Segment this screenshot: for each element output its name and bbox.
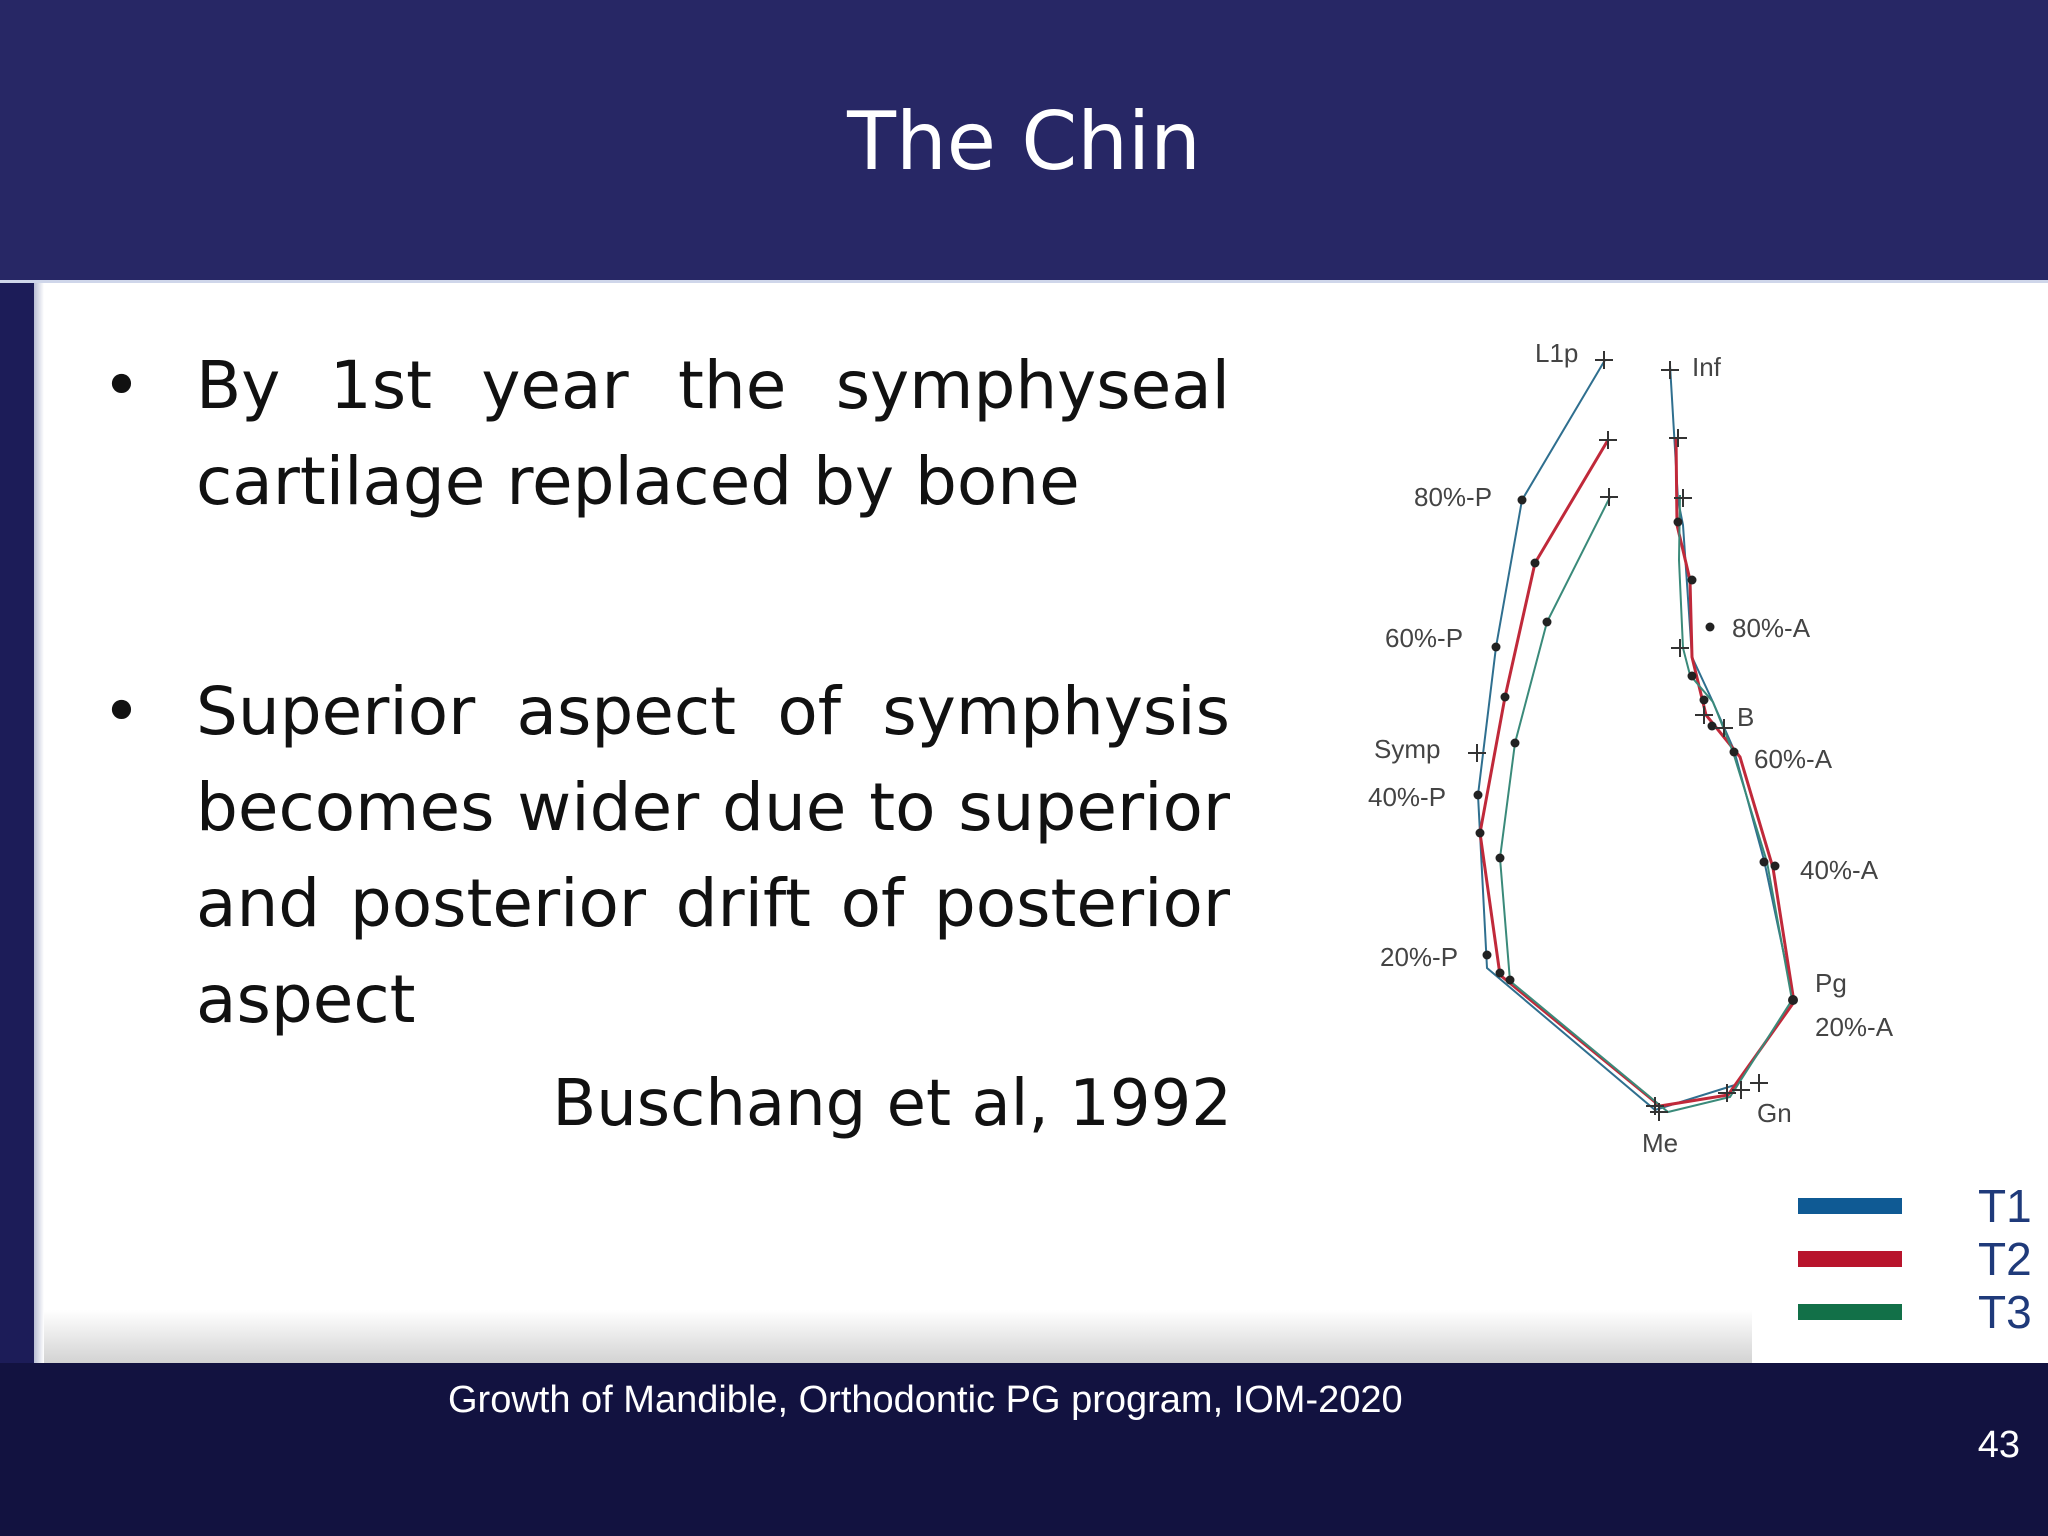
- label-80p: 80%-P: [1414, 482, 1493, 512]
- landmark-dot: [1688, 672, 1697, 681]
- left-accent-bar: [0, 283, 44, 1363]
- cross-marker: [1669, 429, 1687, 447]
- landmark-dot: [1531, 559, 1540, 568]
- landmark-dot: [1492, 643, 1501, 652]
- label-pg: Pg: [1815, 968, 1847, 998]
- bullet-item: [90, 664, 1230, 1048]
- landmark-dot: [1708, 722, 1717, 731]
- legend-label: T1: [1978, 1180, 2032, 1232]
- landmark-dot: [1730, 748, 1739, 757]
- landmark-dot: [1496, 854, 1505, 863]
- bullet-item: [90, 338, 1230, 530]
- citation: Buschang et al, 1992: [552, 1067, 1232, 1141]
- landmark-dot: [1760, 858, 1769, 867]
- label-20p: 20%-P: [1380, 942, 1459, 972]
- cross-marker: [1595, 351, 1613, 369]
- legend-swatch: [1798, 1198, 1902, 1214]
- cross-marker: [1750, 1074, 1768, 1092]
- landmark-dot: [1771, 862, 1780, 871]
- landmark-dot: [1706, 623, 1715, 632]
- symphysis-outline-t2: [1480, 437, 1794, 1106]
- landmark-crosses: [1468, 351, 1768, 1121]
- legend-label: T2: [1978, 1233, 2032, 1285]
- legend-label: T3: [1978, 1286, 2032, 1338]
- label-me: Me: [1642, 1128, 1679, 1158]
- landmark-dot: [1474, 791, 1483, 800]
- landmark-dot: [1506, 976, 1515, 985]
- label-80a: 80%-A: [1732, 613, 1811, 643]
- label-60a: 60%-A: [1754, 744, 1833, 774]
- landmark-dot: [1674, 518, 1683, 527]
- label-40p: 40%-P: [1368, 782, 1447, 812]
- legend-item-t3: [1798, 1286, 2038, 1338]
- cross-marker: [1715, 719, 1733, 737]
- label-40a: 40%-A: [1800, 855, 1879, 885]
- landmark-dot: [1483, 951, 1492, 960]
- bullet-text: By 1st year the symphyseal cartilage replaced by bone: [196, 347, 1230, 520]
- page-number: 43: [1977, 1424, 2020, 1466]
- cross-marker: [1661, 361, 1679, 379]
- footer-text: Growth of Mandible, Orthodontic PG program, IOM-2020: [448, 1379, 1403, 1421]
- landmark-dot: [1476, 829, 1485, 838]
- landmark-dot: [1496, 969, 1505, 978]
- cross-marker: [1599, 431, 1617, 449]
- landmark-dot: [1788, 995, 1798, 1005]
- label-20a: 20%-A: [1815, 1012, 1894, 1042]
- bullet-dot-icon: •: [102, 347, 141, 424]
- bullet-dot-icon: •: [102, 673, 141, 750]
- label-l1p: L1p: [1535, 338, 1579, 368]
- landmark-dot: [1511, 739, 1520, 748]
- landmark-dot: [1543, 618, 1552, 627]
- legend-item-t2: [1798, 1233, 2038, 1285]
- label-symp: Symp: [1374, 734, 1441, 764]
- label-b: B: [1737, 702, 1755, 732]
- landmark-dot: [1518, 496, 1527, 505]
- landmark-dot: [1688, 576, 1697, 585]
- label-gn: Gn: [1757, 1098, 1792, 1128]
- legend-swatch: [1798, 1251, 1902, 1267]
- cross-marker: [1671, 639, 1689, 657]
- legend-item-t1: [1798, 1180, 2038, 1232]
- slide-title: The Chin: [847, 95, 1201, 188]
- cross-marker: [1600, 488, 1618, 506]
- symphysis-outline-t3: [1500, 495, 1792, 1112]
- landmark-dot: [1700, 696, 1709, 705]
- landmark-dot: [1501, 693, 1510, 702]
- symphysis-tracing-diagram: [1330, 320, 1950, 1190]
- legend: [1752, 1180, 2038, 1362]
- content-bottom-shadow: [44, 1310, 1752, 1363]
- landmark-points: [1474, 496, 1799, 1006]
- landmark-labels: [1368, 338, 1894, 1158]
- label-inf: Inf: [1692, 352, 1721, 382]
- legend-swatch: [1798, 1304, 1902, 1320]
- bullet-list: [90, 338, 1230, 1048]
- label-60p: 60%-P: [1385, 623, 1464, 653]
- bullet-text: Superior aspect of symphysis becomes wider due to superior and posterior drift of posterior aspect: [196, 673, 1230, 1038]
